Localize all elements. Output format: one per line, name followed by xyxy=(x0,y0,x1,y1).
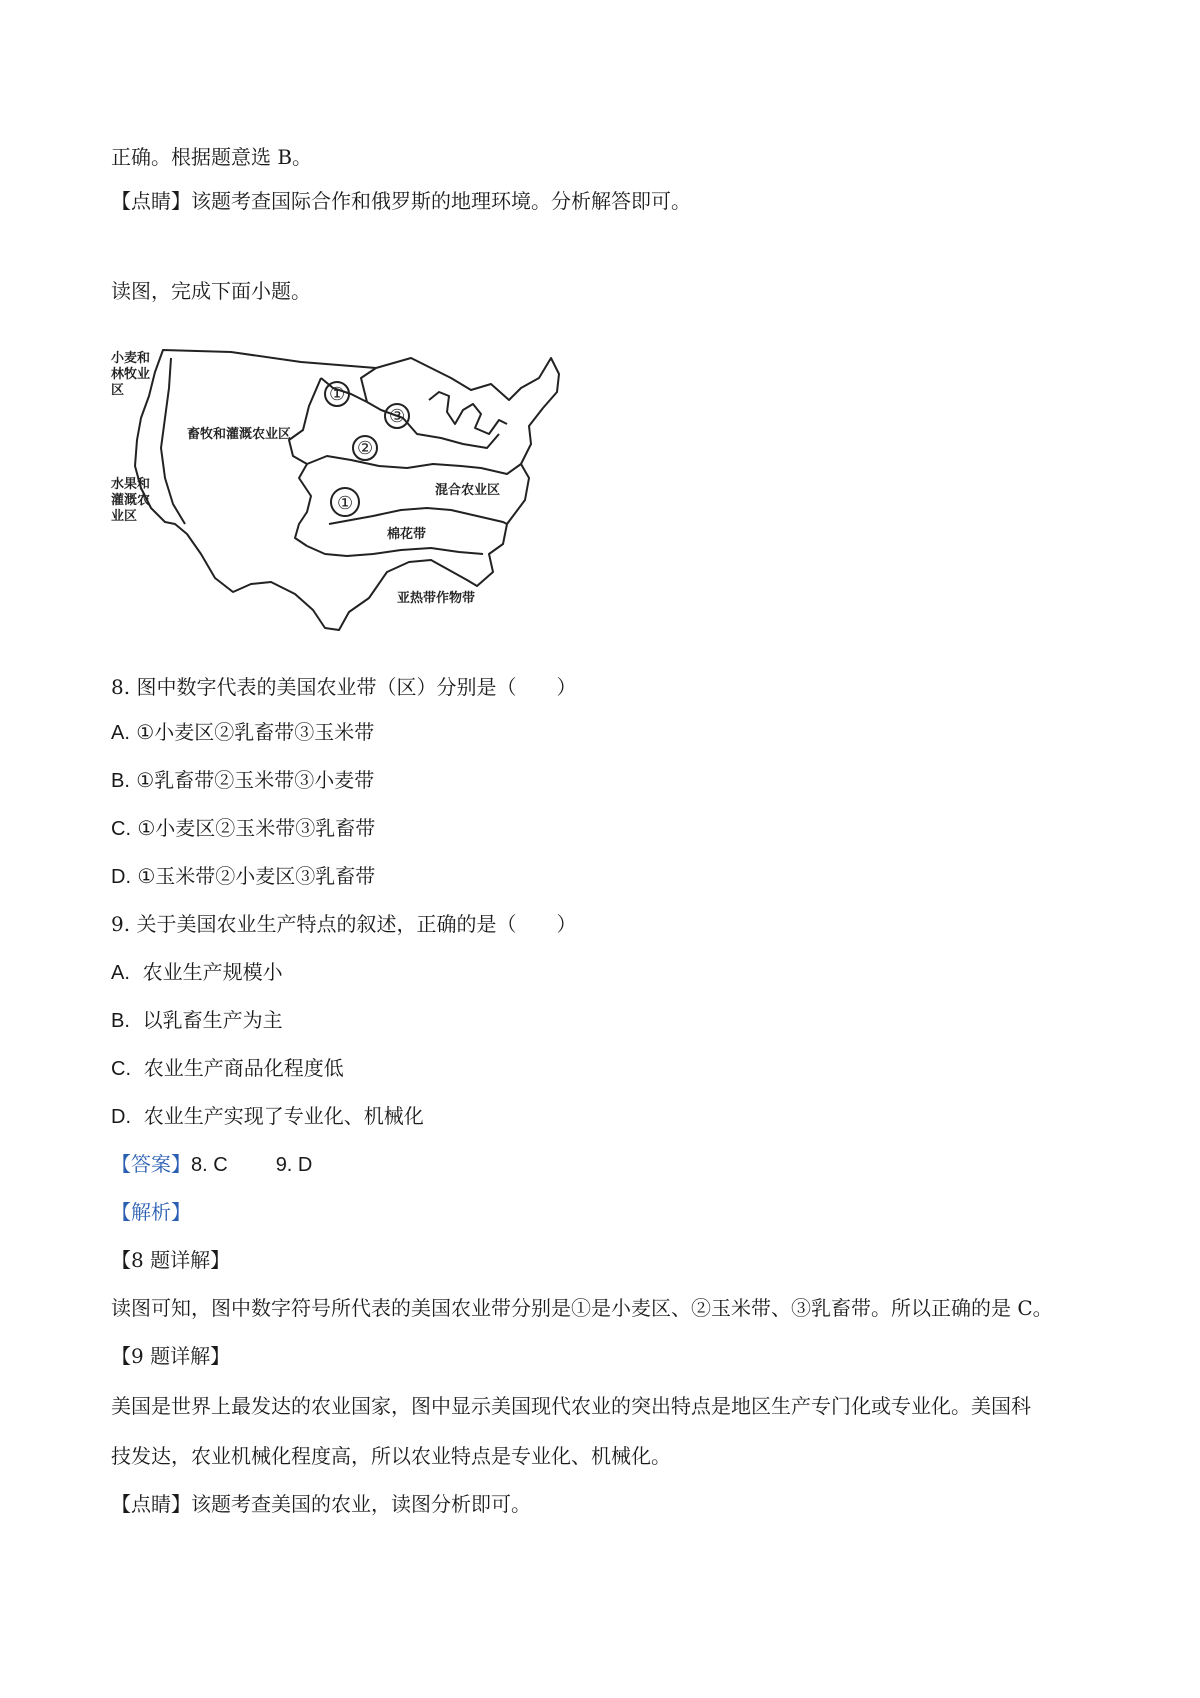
q9-option-b xyxy=(111,1006,283,1035)
q9-option-a-letter: A. xyxy=(111,962,130,984)
detail9-text-line1: 美国是世界上最发达的农业国家，图中显示美国现代农业的突出特点是地区生产专门化或专业化。美国科 xyxy=(111,1394,1031,1418)
q8-option-b xyxy=(111,766,374,795)
q9-option-b-letter: B. xyxy=(111,1010,130,1032)
label-subtropical-belt: 亚热带作物带 xyxy=(397,591,476,606)
label-fruit-irrigation-1: 水果和 xyxy=(111,477,151,492)
label-wheat-forest-1: 小麦和 xyxy=(111,351,151,366)
map-number-3: ③ xyxy=(389,406,406,427)
label-fruit-irrigation-3: 业区 xyxy=(111,509,138,524)
label-wheat-forest-3: 区 xyxy=(111,383,125,398)
prev-dianjing xyxy=(111,187,691,215)
q9-option-a xyxy=(111,958,283,987)
q8-option-a-text: ①小麦区②乳畜带③玉米带 xyxy=(136,720,375,744)
q8-option-d xyxy=(111,862,375,891)
boundary-livestock-east xyxy=(289,378,321,546)
dianjing2-text: 该题考查美国的农业，读图分析即可。 xyxy=(191,1492,531,1516)
label-cotton-belt: 棉花带 xyxy=(387,527,427,542)
q8-option-c-letter: C. xyxy=(111,818,131,840)
map-intro: 读图，完成下面小题。 xyxy=(111,279,311,303)
us-agriculture-map-svg xyxy=(111,348,611,644)
label-livestock-irrigation: 畜牧和灌溉农业区 xyxy=(187,427,292,442)
detail8-tag: 【8 题详解】 xyxy=(111,1248,231,1272)
map-number-1-north: ① xyxy=(329,384,346,405)
boundary-west-inner xyxy=(161,358,185,524)
answer-line xyxy=(111,1150,312,1179)
q8-option-b-text: ①乳畜带②玉米带③小麦带 xyxy=(136,768,375,792)
answer-9: 9. D xyxy=(275,1154,313,1176)
map-number-1-south: ① xyxy=(337,493,354,514)
q9-option-d-letter: D. xyxy=(111,1106,131,1128)
q9-option-c xyxy=(111,1054,344,1083)
detail9-tag: 【9 题详解】 xyxy=(111,1344,231,1368)
prev-dianjing-tag: 【点睛】 xyxy=(111,189,191,213)
prev-dianjing-text: 该题考查国际合作和俄罗斯的地理环境。分析解答即可。 xyxy=(191,189,691,213)
q9-stem: 9. 关于美国农业生产特点的叙述，正确的是（ ） xyxy=(111,912,577,936)
dianjing2 xyxy=(111,1490,531,1518)
detail9-text-line2: 技发达，农业机械化程度高，所以农业特点是专业化、机械化。 xyxy=(111,1444,671,1468)
label-fruit-irrigation-2: 灌溉农 xyxy=(111,493,151,508)
answer-8: 8. C xyxy=(191,1154,228,1176)
detail8-text: 读图可知，图中数字符号所代表的美国农业带分别是①是小麦区、②玉米带、③乳畜带。所以正确的是 C。 xyxy=(111,1296,1053,1320)
prev-answer-line: 正确。根据题意选 B。 xyxy=(111,145,313,169)
q8-option-d-text: ①玉米带②小麦区③乳畜带 xyxy=(137,864,376,888)
q9-option-a-text: 农业生产规模小 xyxy=(142,960,283,984)
boundary-corn-south xyxy=(307,456,521,474)
q9-option-c-letter: C. xyxy=(111,1058,131,1080)
q9-option-d-text: 农业生产实现了专业化、机械化 xyxy=(143,1104,424,1128)
great-lakes xyxy=(429,392,507,434)
q8-stem: 8. 图中数字代表的美国农业带（区）分别是（ ） xyxy=(111,675,577,699)
q9-option-d xyxy=(111,1102,424,1131)
q8-option-a-letter: A. xyxy=(111,722,130,744)
q9-option-b-text: 以乳畜生产为主 xyxy=(142,1008,283,1032)
answer-tag: 【答案】 xyxy=(111,1152,191,1176)
q8-option-d-letter: D. xyxy=(111,866,131,888)
analysis-tag: 【解析】 xyxy=(111,1200,191,1224)
boundary-cotton-south xyxy=(307,546,483,556)
dianjing2-tag: 【点睛】 xyxy=(111,1492,191,1516)
label-mixed-farming: 混合农业区 xyxy=(435,483,501,498)
q8-option-c xyxy=(111,814,375,843)
q8-option-a xyxy=(111,718,374,747)
q9-option-c-text: 农业生产商品化程度低 xyxy=(143,1056,344,1080)
q8-option-c-text: ①小麦区②玉米带③乳畜带 xyxy=(137,816,376,840)
us-agriculture-map xyxy=(111,348,611,644)
q8-option-b-letter: B. xyxy=(111,770,130,792)
label-wheat-forest-2: 林牧业 xyxy=(111,367,151,382)
map-number-2: ② xyxy=(357,438,374,459)
